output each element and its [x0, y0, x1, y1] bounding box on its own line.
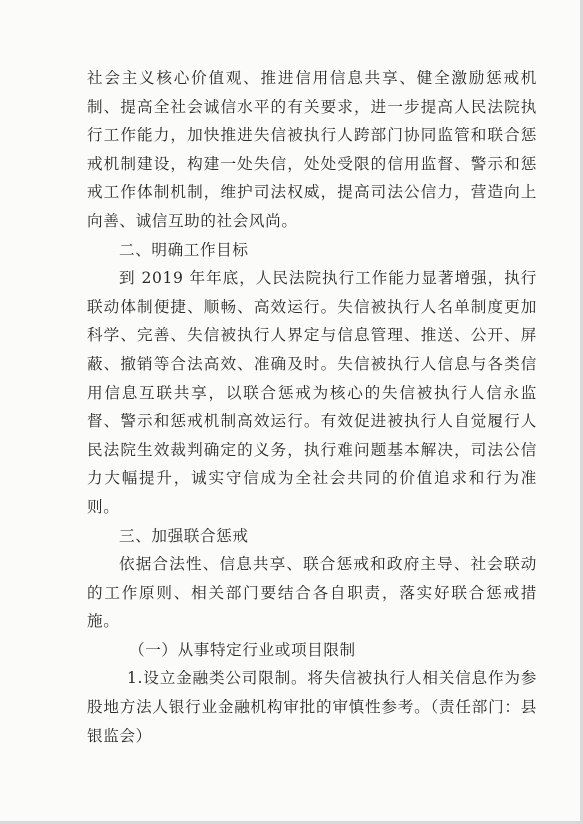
paragraph-continuation: 社会主义核心价值观、推进信用信息共享、健全激励惩戒机制、提高全社会诚信水平的有关要求，进一步提高人民法院执行工作能力，加快推进失信被执行人跨部门协同监管和联合惩戒机制建设，构建一处失信，处处受限的信用监督、警示和惩戒工作体制机制，维护司法权威，提高司法公信力，营造向上向善、诚信互助的社会风尚。	[87, 69, 537, 230]
paragraph-goals: 到 2019 年年底，人民法院执行工作能力显著增强，执行联动体制便捷、顺畅、高效运行。失信被执行人名单制度更加科学、完善、失信被执行人界定与信息管理、推送、公开、屏蔽、撤销等合法高效、准确及时。失信被执行人信息与各类信用信息互联共享，以联合惩戒为核心的失信被执行人信永监督、警示和惩戒机制高效运行。有效促进被执行人自觉履行人民法院生效裁判确定的义务，执行难问题基本解决，司法公信力大幅提升，诚实守信成为全社会共同的价值追求和行为准则。	[87, 269, 537, 516]
section-heading-goals: 二、明确工作目标	[119, 240, 249, 259]
section-heading-joint-punishment: 三、加强联合惩戒	[119, 526, 249, 545]
subsection-heading-industry-restriction: （一）从事特定行业或项目限制	[129, 640, 356, 659]
paragraph-item-1: 1.设立金融类公司限制。将失信被执行人相关信息作为参股地方法人银行业金融机构审批的审慎性参考。（责任部门：县银监会）	[87, 669, 537, 745]
paragraph-principles: 依据合法性、信息共享、联合惩戒和政府主导、社会联动的工作原则、相关部门要结合各自职责，落实好联合惩戒措施。	[87, 555, 537, 631]
document-body	[87, 64, 537, 750]
